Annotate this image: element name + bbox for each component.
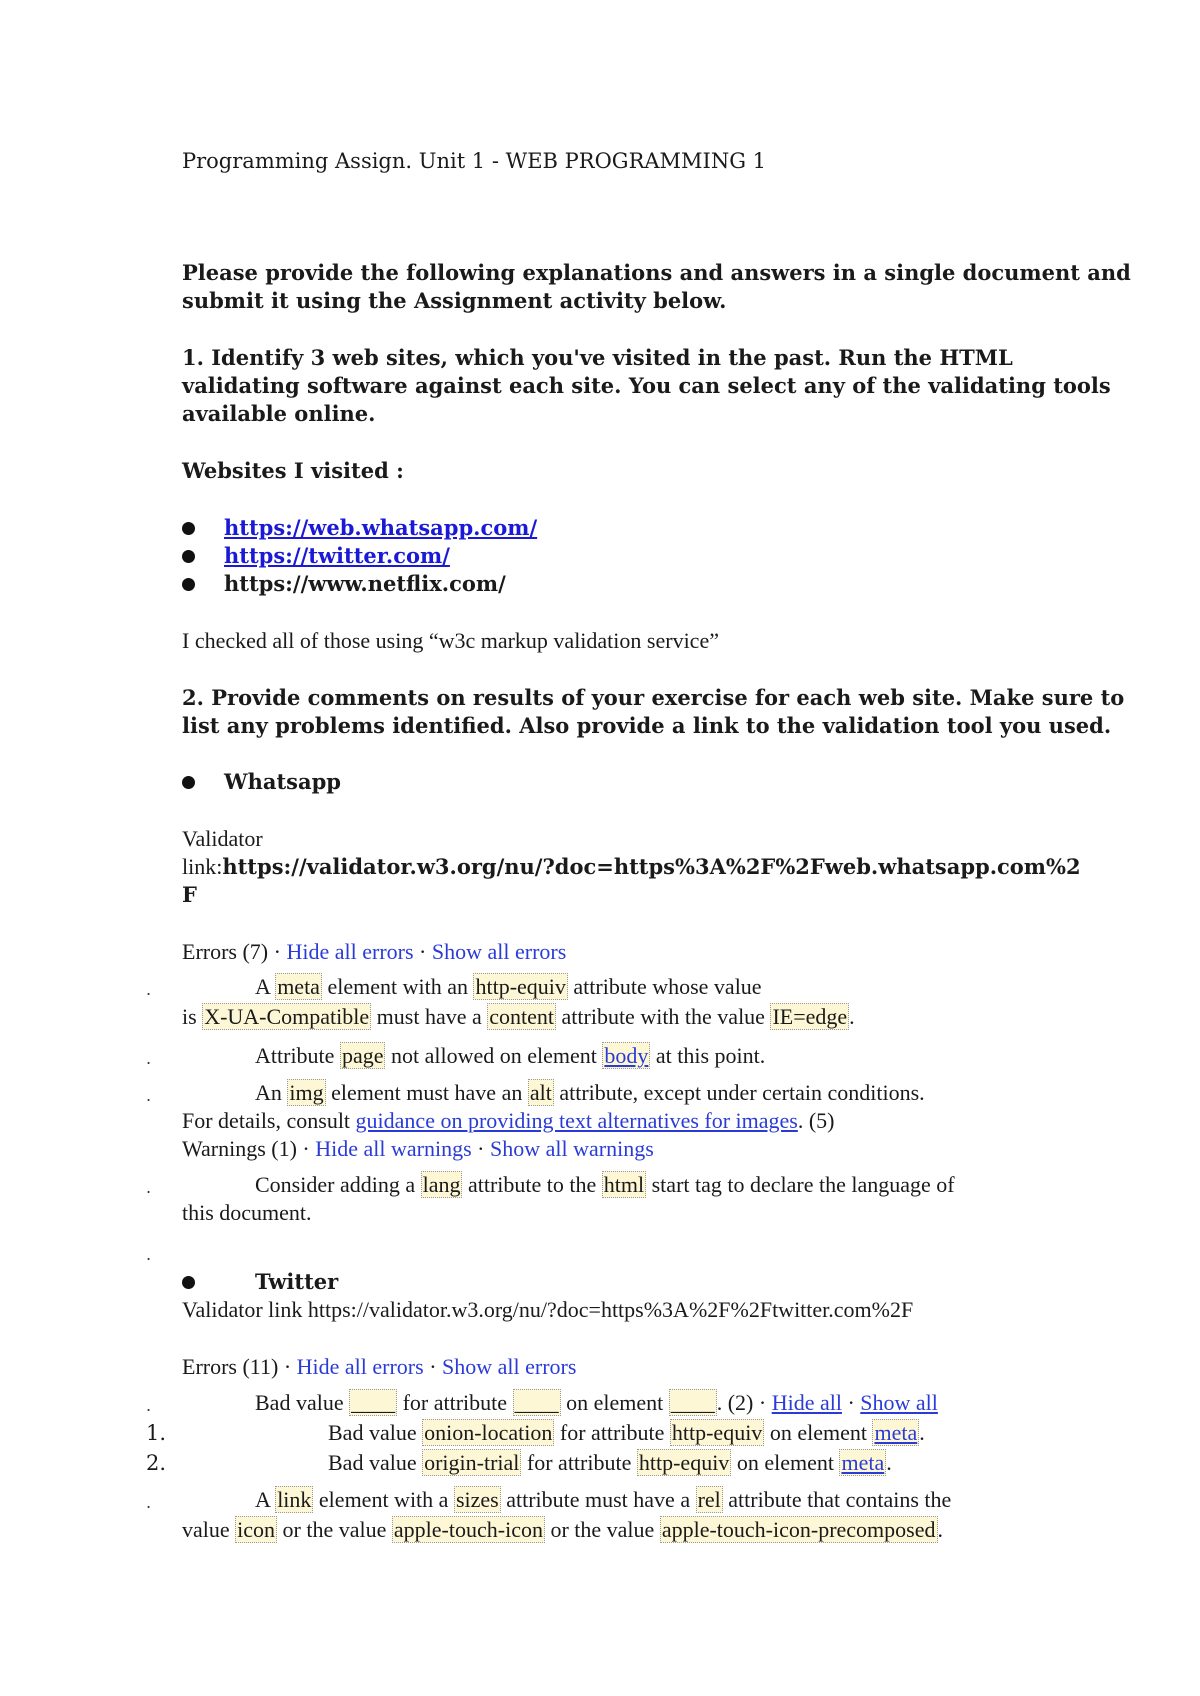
show-all-warnings-link[interactable]: Show all warnings [489, 1136, 654, 1161]
bad-value-1 [328, 1419, 925, 1447]
list-dot: . [146, 1245, 152, 1264]
code-sizes: sizes [455, 1487, 499, 1512]
code-apple-touch-icon-precomposed: apple-touch-icon-precomposed [661, 1517, 936, 1542]
checked-note: I checked all of those using “w3c markup validation service” [182, 628, 719, 653]
code-img: img [289, 1080, 324, 1105]
code-lang: lang [422, 1172, 461, 1197]
link-error-line-2 [182, 1516, 943, 1544]
hide-all-errors-link[interactable]: Hide all errors [286, 939, 414, 964]
text: on element [731, 1450, 840, 1475]
show-all-errors-link[interactable]: Show all errors [442, 1354, 577, 1379]
text: attribute whose value [567, 974, 762, 999]
list-dot: . [146, 1086, 152, 1105]
text: element must have an [325, 1080, 528, 1105]
error-1-line-2 [182, 1003, 855, 1031]
text: attribute to the [462, 1172, 602, 1197]
website-netflix: https://www.netflix.com/ [224, 571, 506, 596]
hide-all-warnings-link[interactable]: Hide all warnings [315, 1136, 472, 1161]
text: attribute with the value [556, 1004, 771, 1029]
whatsapp-validator-link [182, 853, 1081, 881]
validator-url: https://validator.w3.org/nu/?doc=https%3A%2F%2Fweb.whatsapp.com%2 [222, 854, 1081, 879]
bad-value-2 [328, 1449, 892, 1477]
text: for attribute [554, 1420, 670, 1445]
text: Consider adding a [255, 1172, 421, 1197]
hide-all-errors-link[interactable]: Hide all errors [296, 1354, 424, 1379]
text: for attribute [397, 1390, 513, 1415]
websites-heading: Websites I visited : [182, 458, 404, 483]
text: . (2) · [716, 1390, 772, 1415]
link-error-line-1 [255, 1486, 951, 1514]
list-dot: . [146, 980, 152, 999]
code-blank: ____ [514, 1390, 559, 1415]
separator: · [413, 939, 432, 964]
text: Bad value [328, 1420, 423, 1445]
bullet-icon [182, 1276, 195, 1289]
intro-line-2: submit it using the Assignment activity below. [182, 288, 727, 313]
code-onion-location: onion-location [424, 1420, 553, 1445]
text: . [937, 1517, 943, 1542]
code-content: content [489, 1004, 555, 1029]
website-link-twitter[interactable]: https://twitter.com/ [224, 543, 450, 568]
text: must have a [371, 1004, 488, 1029]
warning-1-line-2: this document. [182, 1200, 312, 1225]
separator: · [841, 1390, 861, 1415]
text: on element [764, 1420, 873, 1445]
separator: · [423, 1354, 443, 1379]
code-http-equiv: http-equiv [475, 974, 566, 999]
website-link-whatsapp[interactable]: https://web.whatsapp.com/ [224, 515, 538, 540]
text: An [255, 1080, 288, 1105]
show-all-errors-link[interactable]: Show all errors [431, 939, 567, 964]
warning-1-line-1 [255, 1171, 955, 1199]
code-meta: meta [277, 974, 320, 999]
text: attribute, except under certain conditions. [553, 1080, 925, 1105]
warnings-label: Warnings (1) · [182, 1136, 316, 1161]
code-link: link [277, 1487, 312, 1512]
validator-link-prefix: link: [182, 854, 223, 879]
text: value [182, 1517, 236, 1542]
errors-label: Errors (11) · [182, 1354, 297, 1379]
list-number: 1. [146, 1421, 167, 1445]
twitter-heading: Twitter [255, 1269, 339, 1294]
text: element with a [313, 1487, 454, 1512]
text: element with an [321, 974, 474, 999]
text: Attribute [255, 1043, 340, 1068]
whatsapp-heading: Whatsapp [224, 769, 341, 794]
error-2 [255, 1042, 765, 1070]
bullet-icon [182, 776, 195, 789]
code-body-link[interactable]: body [604, 1043, 649, 1068]
doc-title: Programming Assign. Unit 1 - WEB PROGRAMMING 1 [182, 149, 767, 173]
hide-all-link[interactable]: Hide all [771, 1390, 842, 1415]
code-rel: rel [697, 1487, 721, 1512]
text: . [919, 1420, 925, 1445]
twitter-errors-line [182, 1353, 576, 1381]
question-1-line-2: validating software against each site. You can select any of the validating tools [182, 373, 1111, 398]
code-apple-touch-icon: apple-touch-icon [393, 1517, 543, 1542]
whatsapp-warnings-line [182, 1135, 654, 1163]
bullet-icon [182, 578, 195, 591]
whatsapp-validator-link-wrap: F [182, 882, 197, 907]
list-dot: . [146, 1049, 152, 1068]
text: or the value [544, 1517, 660, 1542]
whatsapp-validator-label: Validator [182, 826, 263, 851]
code-blank: ____ [351, 1390, 396, 1415]
twitter-validator-link: Validator link https://validator.w3.org/nu/?doc=https%3A%2F%2Ftwitter.com%2F [182, 1297, 914, 1322]
code-meta-link[interactable]: meta [874, 1420, 918, 1445]
whatsapp-errors-line [182, 938, 566, 966]
code-html: html [603, 1172, 645, 1197]
code-ie-edge: IE=edge [772, 1004, 848, 1029]
code-icon: icon [237, 1517, 276, 1542]
list-number: 2. [146, 1451, 167, 1475]
text: . (5) [797, 1108, 835, 1133]
text: attribute that contains the [722, 1487, 952, 1512]
text: for attribute [521, 1450, 637, 1475]
bullet-icon [182, 522, 195, 535]
text: is [182, 1004, 203, 1029]
text: For details, consult [182, 1108, 356, 1133]
question-2-line-1: 2. Provide comments on results of your exercise for each web site. Make sure to [182, 685, 1125, 710]
text: A [255, 974, 276, 999]
error-3-line-1 [255, 1079, 925, 1107]
text: A [255, 1487, 276, 1512]
show-all-link[interactable]: Show all [860, 1390, 938, 1415]
bad-value-summary [255, 1389, 938, 1417]
code-http-equiv: http-equiv [671, 1420, 763, 1445]
errors-label: Errors (7) · [182, 939, 287, 964]
code-http-equiv: http-equiv [638, 1450, 730, 1475]
code-x-ua-compatible: X-UA-Compatible [204, 1004, 370, 1029]
question-1-line-3: available online. [182, 401, 376, 426]
question-1-line-1: 1. Identify 3 web sites, which you've visited in the past. Run the HTML [182, 345, 1013, 370]
text: Bad value [328, 1450, 423, 1475]
separator: · [471, 1136, 490, 1161]
list-dot: . [146, 1178, 152, 1197]
text: on element [560, 1390, 669, 1415]
list-dot: . [146, 1396, 152, 1415]
text: or the value [277, 1517, 392, 1542]
text: not allowed on element [385, 1043, 603, 1068]
text: attribute must have a [500, 1487, 696, 1512]
text: at this point. [650, 1043, 766, 1068]
intro-line-1: Please provide the following explanations and answers in a single document and [182, 260, 1131, 285]
list-dot: . [146, 1493, 152, 1512]
question-2-line-2: list any problems identified. Also provide a link to the validation tool you used. [182, 713, 1112, 738]
code-blank: ____ [670, 1390, 715, 1415]
code-origin-trial: origin-trial [424, 1450, 520, 1475]
text: . [849, 1004, 855, 1029]
code-alt: alt [529, 1080, 552, 1105]
guidance-link[interactable]: guidance on providing text alternatives for images [355, 1108, 798, 1133]
text: Bad value [255, 1390, 350, 1415]
error-1-line-1 [255, 973, 762, 1001]
code-page: page [341, 1043, 384, 1068]
bullet-icon [182, 550, 195, 563]
text: start tag to declare the language of [646, 1172, 955, 1197]
code-meta-link[interactable]: meta [841, 1450, 885, 1475]
error-3-line-2 [182, 1107, 835, 1135]
text: . [886, 1450, 892, 1475]
